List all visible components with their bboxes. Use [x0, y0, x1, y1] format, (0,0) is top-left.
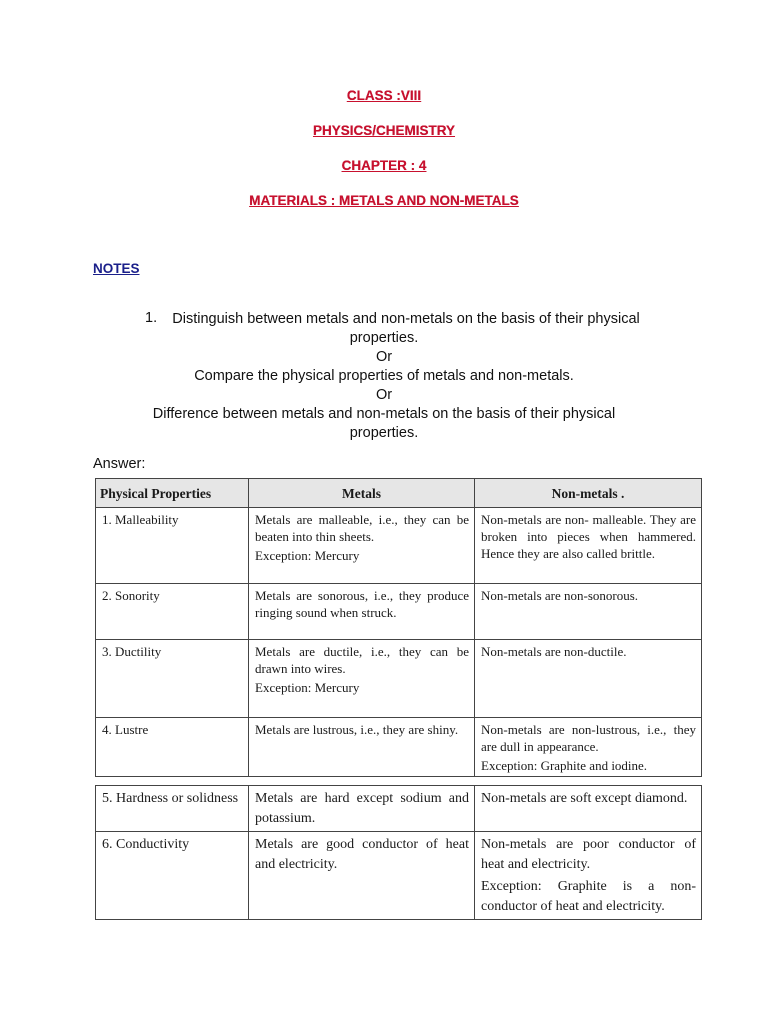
notes-label: NOTES	[93, 261, 140, 276]
metals-text: Metals are lustrous, i.e., they are shiny.	[255, 722, 459, 737]
question-line-4: Difference between metals and non-metals on the basis of their physical	[152, 406, 616, 422]
question-line-1: Distinguish between metals and non-metals on the basis of their physical	[172, 311, 640, 327]
nonmetals-text: Non-metals are soft except diamond.	[481, 791, 688, 806]
table-row	[96, 718, 702, 777]
question-line-2: properties.	[349, 330, 419, 346]
nonmetals-cell	[475, 508, 702, 584]
class-heading: CLASS :VIII	[346, 88, 422, 103]
table-row	[96, 832, 702, 920]
nonmetals-text: Non-metals are poor conductor of heat and electricity.	[481, 837, 696, 872]
header-physical-properties: Physical Properties	[96, 479, 249, 508]
question-line-5: properties.	[349, 425, 419, 441]
question-line-3: Compare the physical properties of metals and non-metals.	[194, 368, 574, 384]
nonmetals-cell	[475, 832, 702, 920]
header-non-metals: Non-metals .	[475, 479, 702, 508]
metals-cell	[249, 584, 475, 640]
properties-table-part-2	[95, 785, 702, 920]
property-cell: 4. Lustre	[96, 718, 249, 777]
answer-label: Answer:	[93, 456, 146, 472]
table-header-row	[96, 479, 702, 508]
table-row	[96, 640, 702, 718]
property-cell: 5. Hardness or solidness	[96, 786, 249, 832]
nonmetals-cell	[475, 786, 702, 832]
nonmetals-text: Non-metals are non- malleable. They are broken into pieces when hammered. Hence they are also called brittle.	[481, 512, 696, 561]
nonmetals-exception: Exception: Graphite is a non-conductor of heat and electricity.	[481, 879, 696, 914]
chapter-heading: CHAPTER : 4	[341, 158, 427, 173]
metals-cell	[249, 718, 475, 777]
nonmetals-text: Non-metals are non-sonorous.	[481, 588, 639, 603]
metals-cell	[249, 640, 475, 718]
question-or-1: Or	[375, 349, 393, 365]
table-row	[96, 584, 702, 640]
properties-table-part-1	[95, 478, 702, 777]
nonmetals-text: Non-metals are non-lustrous, i.e., they are dull in appearance.	[481, 722, 696, 754]
property-cell: 3. Ductility	[96, 640, 249, 718]
nonmetals-cell	[475, 718, 702, 777]
property-cell: 2. Sonority	[96, 584, 249, 640]
property-cell: 6. Conductivity	[96, 832, 249, 920]
metals-cell	[249, 786, 475, 832]
table-row	[96, 786, 702, 832]
header-metals: Metals	[249, 479, 475, 508]
question-or-2: Or	[375, 387, 393, 403]
question-number: 1.	[145, 310, 158, 326]
nonmetals-cell	[475, 640, 702, 718]
metals-text: Metals are hard except sodium and potassium.	[255, 791, 469, 826]
subject-heading: PHYSICS/CHEMISTRY	[312, 123, 456, 138]
metals-cell	[249, 508, 475, 584]
metals-text: Metals are ductile, i.e., they can be drawn into wires.	[255, 644, 469, 676]
metals-cell	[249, 832, 475, 920]
nonmetals-exception: Exception: Graphite and iodine.	[481, 758, 648, 773]
metals-text: Metals are good conductor of heat and electricity.	[255, 837, 469, 872]
nonmetals-text: Non-metals are non-ductile.	[481, 644, 627, 659]
nonmetals-cell	[475, 584, 702, 640]
metals-text: Metals are malleable, i.e., they can be beaten into thin sheets.	[255, 512, 469, 544]
metals-exception: Exception: Mercury	[255, 680, 360, 695]
topic-heading: MATERIALS : METALS AND NON-METALS	[249, 193, 519, 208]
metals-text: Metals are sonorous, i.e., they produce ringing sound when struck.	[255, 588, 469, 620]
property-cell: 1. Malleability	[96, 508, 249, 584]
table-row	[96, 508, 702, 584]
metals-exception: Exception: Mercury	[255, 548, 360, 563]
